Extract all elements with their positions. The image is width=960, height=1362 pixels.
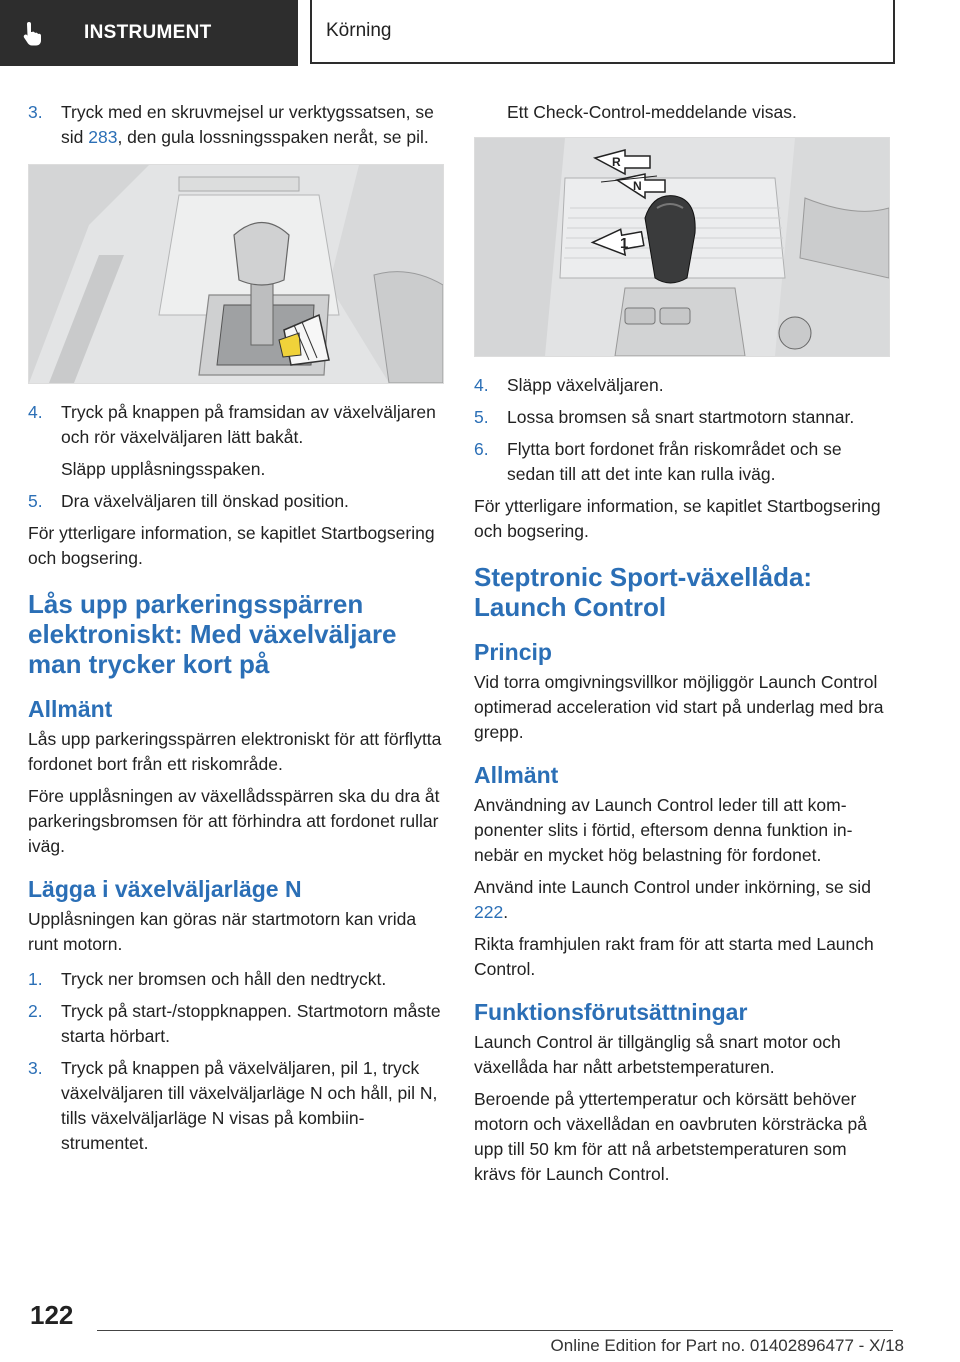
paragraph: Vid torra omgivningsvillkor möjliggör Launch Control optimerad acceleration vid start på underlag med bra grepp.: [474, 672, 884, 742]
paragraph: Före upplåsningen av växellådsspärren ska du dra åt parkeringsbromsen för att förhindra att fordonet rullar iväg.: [28, 786, 440, 856]
pointing-hand-icon: [22, 22, 44, 46]
subsection-heading: Lägga i växelväljarläge N: [28, 876, 302, 902]
paragraph: Lås upp parkeringsspärren elektroniskt för att förflytta fordonet bort från ett riskområde.: [28, 729, 442, 774]
list-item: 6. Flytta bort fordonet från riskområdet och se sedan till att det inte kan rulla iväg.: [474, 437, 890, 487]
list-item: 4. Tryck på knappen på framsidan av växelväljaren och rör växelväljaren lätt bakåt.: [28, 400, 444, 450]
paragraph: Launch Control är tillgänglig så snart motor och växellåda har nått arbetstemperaturen.: [474, 1032, 841, 1077]
page-header: [0, 0, 960, 66]
paragraph: Användning av Launch Control leder till att komponenter slits i förtid, eftersom denna funktion innebär en mycket hög belastning för fordonet.: [474, 795, 853, 865]
info-paragraph: För ytterligare information, se kapitlet Startbogsering och bogsering.: [28, 523, 435, 568]
section-heading: Steptronic Sport-växellåda: Launch Control: [474, 562, 813, 622]
step-number: 5.: [474, 407, 489, 427]
paragraph: Rikta framhjulen rakt fram för att starta med Launch Control.: [474, 934, 874, 979]
chapter-tab: [310, 0, 895, 64]
gear-selector-figure-release-lever: [28, 164, 444, 384]
arrow-label-n: N: [633, 179, 642, 193]
step-number: 4.: [474, 375, 489, 395]
footer-divider: [97, 1330, 893, 1331]
step-number: 4.: [28, 402, 43, 422]
page-number: 122: [30, 1300, 74, 1330]
list-item: 1. Tryck ner bromsen och håll den nedtryckt.: [28, 967, 444, 992]
list-item: 4. Släpp växelväljaren.: [474, 373, 890, 398]
right-column: [474, 100, 890, 1194]
section-tab: [0, 0, 298, 66]
info-paragraph: För ytterligare information, se kapitlet Startbogsering och bogsering.: [474, 496, 881, 541]
list-item: 2. Tryck på start-/stoppknappen. Startmotorn måste starta hörbart.: [28, 999, 444, 1049]
step-number: 2.: [28, 1001, 43, 1021]
list-item: 3. Tryck med en skruvmejsel ur verktygssatsen, se sid 283, den gula lossningsspaken neråt, se pil.: [28, 100, 444, 150]
arrow-label-1: 1: [620, 235, 629, 252]
console-illustration: [29, 165, 443, 383]
check-control-text: Ett Check-Control-meddelande visas.: [507, 102, 797, 122]
list-item: 5. Lossa bromsen så snart startmotorn stannar.: [474, 405, 890, 430]
list-item: 3. Tryck på knappen på växelväljaren, pil 1, tryck växelväljaren till växelväljarläge N och håll, pil N, tills växelväljarläge N visas på kombiinstrumentet.: [28, 1056, 444, 1156]
left-column: [28, 100, 444, 1163]
page-link[interactable]: 283: [88, 127, 118, 147]
step-sub-text: Släpp upplåsningsspaken.: [61, 459, 266, 479]
section-label: INSTRUMENT: [84, 22, 212, 43]
chapter-label: Körning: [326, 20, 392, 41]
step-number: 3.: [28, 1058, 43, 1078]
paragraph: Använd inte Launch Control under inkörning, se sid 222.: [474, 877, 871, 922]
edition-text: Online Edition for Part no. 01402896477 - X/18: [550, 1336, 904, 1355]
paragraph: Upplåsningen kan göras när startmotorn kan vrida runt motorn.: [28, 909, 417, 954]
subsection-heading: Allmänt: [474, 762, 559, 788]
arrow-label-r: R: [612, 155, 621, 169]
step-number: 5.: [28, 491, 43, 511]
paragraph: Beroende på yttertemperatur och körsätt behöver motorn och växellådan en oavbruten körsträcka på upp till 50 km för att nå arbetstemperaturen som krävs för Launch Control.: [474, 1089, 868, 1184]
page-link[interactable]: 222: [474, 902, 504, 922]
step-number: 1.: [28, 969, 43, 989]
section-heading: Lås upp parkeringsspärren elektroniskt: Med växelväljare man trycker kort på: [28, 589, 397, 679]
subsection-heading: Allmänt: [28, 696, 113, 722]
gear-selector-figure-arrows: [474, 137, 890, 357]
selector-illustration: [475, 138, 889, 356]
step-number: 6.: [474, 439, 489, 459]
subsection-heading: Funktionsförutsättningar: [474, 999, 748, 1025]
subsection-heading: Princip: [474, 639, 552, 665]
step-number: 3.: [28, 102, 43, 122]
list-item: 5. Dra växelväljaren till önskad position.: [28, 489, 444, 514]
